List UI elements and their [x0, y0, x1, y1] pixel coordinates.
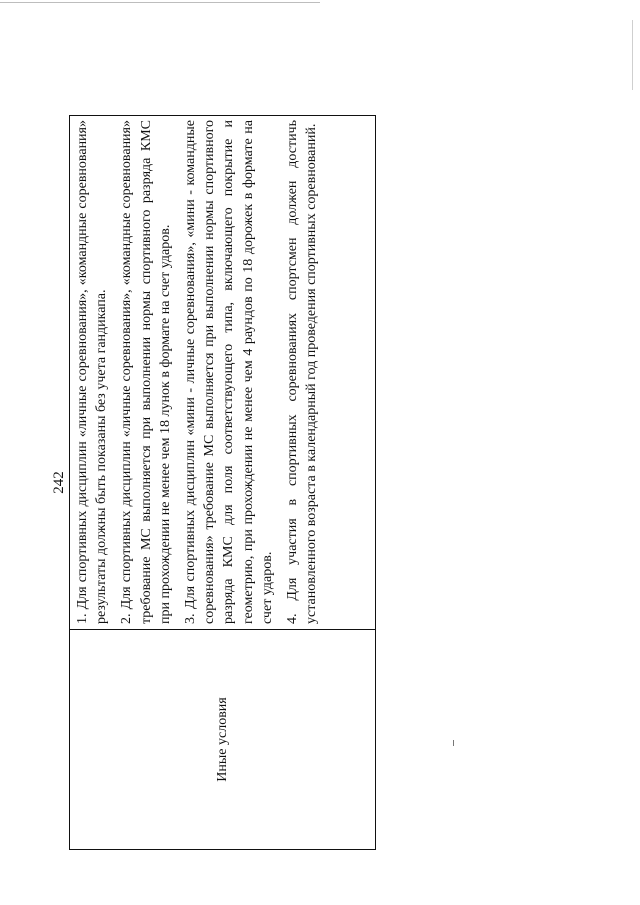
- condition-item-3: 3. Для спортивных дисциплин «мини - личные соревнования», «мини - командные соревнования» требование МС выполняется при выполнении нормы спортивного разряда КМС для поля соответствующего типа, включающего покрытие и геометрию, при прохождении не менее чем 4 раундов по 18 дорожек в формате на счет ударов.: [183, 120, 275, 624]
- row-label: Иные условия: [214, 697, 230, 782]
- condition-item-1: 1. Для спортивных дисциплин «личные соревнования», «командные соревнования» результаты должны быть показаны без учета гандикапа.: [75, 120, 110, 624]
- scan-speck: [453, 740, 454, 746]
- scan-top-edge-line: [0, 2, 320, 3]
- table-label-cell: [70, 629, 375, 849]
- condition-item-2: 2. Для спортивных дисциплин «личные соревнования», «командные соревнования» требование МС выполняется при выполнении нормы спортивного разряда КМС при прохождении не менее чем 18 лунок в формате на счет ударов.: [119, 120, 173, 624]
- condition-item-4: 4. Для участия в спортивных соревнованиях спортсмен должен достичь установленного возраста в календарный год проведения спортивных соревнований.: [285, 120, 320, 624]
- conditions-table: [69, 115, 376, 850]
- page-number: 242: [51, 471, 67, 494]
- table-content-cell: [70, 116, 375, 629]
- page-content: [43, 115, 378, 850]
- scan-right-edge-mark: [632, 20, 633, 90]
- rotated-page: [43, 115, 378, 850]
